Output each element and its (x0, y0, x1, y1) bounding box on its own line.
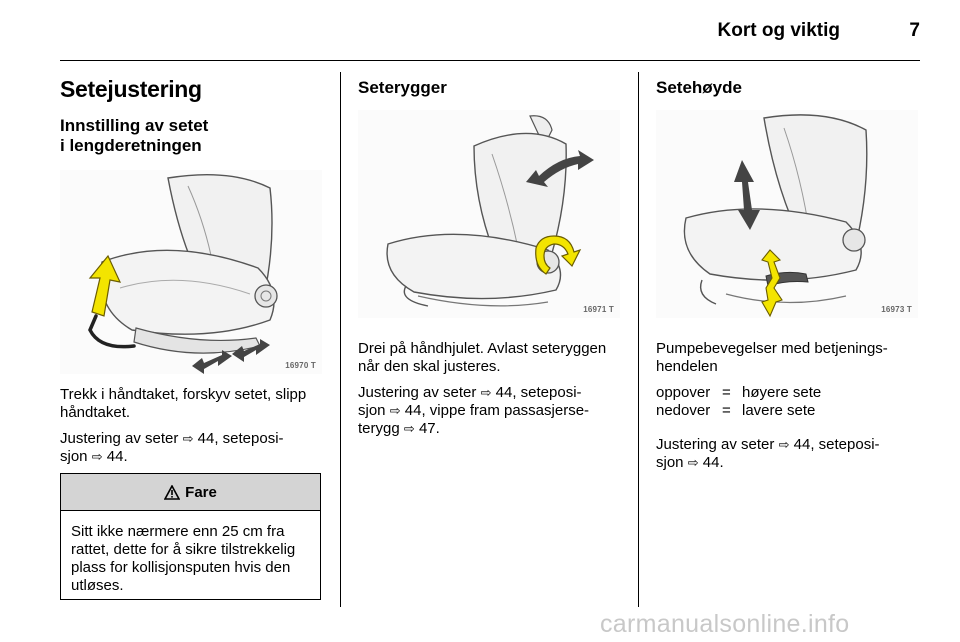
ref-text: Justering av seter (60, 430, 179, 447)
ref-text: Justering av seter (358, 384, 477, 401)
paragraph-references (60, 430, 322, 466)
definition-row (656, 402, 918, 420)
backrest-illustration (358, 110, 620, 318)
warning-triangle-icon (164, 485, 180, 500)
ref-end: . (719, 454, 724, 471)
ref-page: 44 (106, 448, 124, 465)
definition-term: oppover (656, 384, 711, 401)
ref-end: . (435, 420, 440, 437)
page-ref-arrow-icon: ⇨ (91, 449, 103, 464)
header-rule (60, 60, 920, 61)
ref-text: , vippe fram passasjerse- (421, 402, 590, 419)
ref-page: 47 (418, 420, 436, 437)
section-heading: Setehøyde (656, 78, 742, 97)
ref-text: , seteposi- (810, 436, 880, 453)
definition-term: nedover (656, 402, 711, 419)
figure-id: 16970 T (285, 361, 316, 370)
column-backrest (358, 74, 620, 438)
column-divider-2 (638, 72, 639, 607)
page-ref-arrow-icon: ⇨ (687, 455, 699, 470)
section-heading: Setejustering (60, 76, 202, 102)
ref-text: terygg (358, 420, 400, 437)
ref-page: 44 (793, 436, 811, 453)
page-ref-arrow-icon: ⇨ (182, 431, 194, 446)
paragraph-instruction: Pumpebevegelser med betjenings-hendelen (656, 340, 888, 375)
subheading-line-2: i lengderetningen (60, 136, 202, 155)
figure-id: 16971 T (583, 305, 614, 314)
ref-text: sjon (656, 454, 684, 471)
ref-text: , seteposi- (214, 430, 284, 447)
definition-desc: lavere sete (742, 402, 816, 419)
backrest-drawing (358, 110, 620, 318)
page-ref-arrow-icon: ⇨ (480, 385, 492, 400)
page-number: 7 (909, 20, 920, 41)
section-heading: Seterygger (358, 78, 447, 97)
column-seat-length (60, 74, 322, 466)
definition-equals: = (722, 402, 731, 419)
ref-page: 44 (702, 454, 720, 471)
warning-title: Fare (185, 483, 217, 501)
seat-length-illustration (60, 170, 322, 374)
page-ref-arrow-icon: ⇨ (389, 403, 401, 418)
subheading-line-1: Innstilling av setet (60, 116, 209, 135)
ref-page: 44 (404, 402, 422, 419)
seat-height-drawing (656, 110, 918, 318)
column-seat-height (656, 74, 918, 472)
warning-text: Sitt ikke nærmere enn 25 cm fra rattet, dette for å sikre tilstrekkelig plass for kollisjonsputen hvis den utløses. (71, 523, 296, 594)
definition-equals: = (722, 384, 731, 401)
subheading (60, 116, 322, 156)
paragraph-instruction: Drei på håndhjulet. Avlast seteryggen når den skal justeres. (358, 340, 607, 375)
warning-box (60, 473, 321, 600)
ref-text: sjon (60, 448, 88, 465)
column-divider-1 (340, 72, 341, 607)
page-ref-arrow-icon: ⇨ (778, 437, 790, 452)
page-ref-arrow-icon: ⇨ (403, 421, 415, 436)
warning-header (61, 474, 320, 511)
ref-end: . (123, 448, 128, 465)
ref-text: sjon (358, 402, 386, 419)
ref-text: Justering av seter (656, 436, 775, 453)
ref-page: 44 (495, 384, 513, 401)
paragraph-references (358, 384, 620, 438)
definition-row (656, 384, 918, 402)
figure-id: 16973 T (881, 305, 912, 314)
chapter-title: Kort og viktig (717, 20, 840, 41)
seat-length-drawing (60, 170, 322, 374)
definition-desc: høyere sete (742, 384, 822, 401)
seat-height-illustration (656, 110, 918, 318)
ref-text: , seteposi- (512, 384, 582, 401)
paragraph-references (656, 436, 918, 472)
watermark: carmanualsonline.info (600, 610, 850, 638)
paragraph-instruction: Trekk i håndtaket, forskyv setet, slipp håndtaket. (60, 386, 307, 421)
ref-page: 44 (197, 430, 215, 447)
